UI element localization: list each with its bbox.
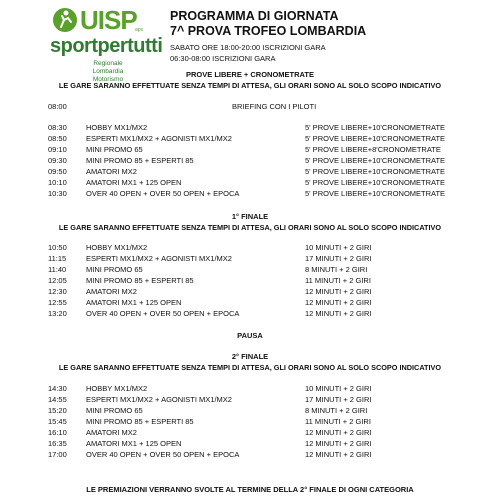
finale2-title: 2° FINALE xyxy=(231,352,269,361)
uisp-aps: aps xyxy=(135,27,144,33)
row-time: 17:00 xyxy=(48,450,67,459)
row-class: ESPERTI MX1/MX2 + AGONISTI MX1/MX2 xyxy=(86,134,232,143)
page-title: PROGRAMMA DI GIORNATA xyxy=(170,9,339,23)
table-row xyxy=(0,167,500,178)
table-row xyxy=(0,276,500,287)
schedule-saturday: SABATO ORE 18:00-20:00 ISCRIZIONI GARA xyxy=(170,43,326,52)
row-format: 12 MINUTI + 2 GIRI xyxy=(305,450,372,459)
table-row xyxy=(0,134,500,145)
row-class: MINI PROMO 85 + ESPERTI 85 xyxy=(86,417,194,426)
row-class: ESPERTI MX1/MX2 + AGONISTI MX1/MX2 xyxy=(86,254,232,263)
row-format: 5' PROVE LIBERE+10'CRONOMETRATE xyxy=(305,156,446,165)
row-format: 5' PROVE LIBERE+8'CRONOMETRATE xyxy=(305,145,441,154)
row-format: 8 MINUTI + 2 GIRI xyxy=(305,265,368,274)
row-time: 16:35 xyxy=(48,439,67,448)
row-class: HOBBY MX1/MX2 xyxy=(86,384,148,393)
row-format: 12 MINUTI + 2 GIRI xyxy=(305,309,372,318)
table-row xyxy=(0,254,500,265)
uisp-runner-icon xyxy=(52,7,78,33)
row-time: 15:45 xyxy=(48,417,67,426)
table-row xyxy=(0,265,500,276)
row-time: 14:55 xyxy=(48,395,67,404)
briefing-time: 08:00 xyxy=(48,102,67,111)
row-format: 5' PROVE LIBERE+10'CRONOMETRATE xyxy=(305,134,446,143)
logo-sub-discipline: Motorismo xyxy=(92,76,124,83)
row-time: 10:50 xyxy=(48,243,67,252)
row-time: 12:05 xyxy=(48,276,67,285)
notice-finale2: LE GARE SARANNO EFFETTUATE SENZA TEMPI DI ATTESA, GLI ORARI SONO AL SOLO SCOPO INDICATIVO xyxy=(58,363,442,372)
row-class: AMATORI MX1 + 125 OPEN xyxy=(86,439,182,448)
notice-prove: LE GARE SARANNO EFFETTUATE SENZA TEMPI DI ATTESA, GLI ORARI SONO AL SOLO SCOPO INDICATIVO xyxy=(58,81,442,90)
row-format: 10 MINUTI + 2 GIRI xyxy=(305,243,372,252)
table-row xyxy=(0,439,500,450)
row-format: 12 MINUTI + 2 GIRI xyxy=(305,439,372,448)
row-format: 5' PROVE LIBERE+10'CRONOMETRATE xyxy=(305,189,446,198)
uisp-text: UISP xyxy=(80,5,137,35)
table-row xyxy=(0,417,500,428)
sportpertutti-text: sportpertutti xyxy=(50,35,163,57)
schedule-sunday: 06:30-08:00 ISCRIZIONI GARA xyxy=(170,54,276,63)
row-format: 11 MINUTI + 2 GIRI xyxy=(305,417,371,426)
row-class: AMATORI MX1 + 125 OPEN xyxy=(86,178,182,187)
row-class: ESPERTI MX1/MX2 + AGONISTI MX1/MX2 xyxy=(86,395,232,404)
row-class: MINI PROMO 65 xyxy=(86,406,143,415)
row-time: 12:30 xyxy=(48,287,67,296)
table-row xyxy=(0,395,500,406)
row-class: OVER 40 OPEN + OVER 50 OPEN + EPOCA xyxy=(86,450,240,459)
row-class: MINI PROMO 85 + ESPERTI 85 xyxy=(86,276,194,285)
row-class: OVER 40 OPEN + OVER 50 OPEN + EPOCA xyxy=(86,309,240,318)
pausa-label: PAUSA xyxy=(237,331,263,340)
table-row xyxy=(0,450,500,461)
row-time: 11:15 xyxy=(48,254,67,263)
prove-section-title: PROVE LIBERE + CRONOMETRATE xyxy=(186,70,314,79)
briefing-label: BRIEFING CON I PILOTI xyxy=(232,102,317,111)
table-row xyxy=(0,145,500,156)
notice-finale1: LE GARE SARANNO EFFETTUATE SENZA TEMPI DI ATTESA, GLI ORARI SONO AL SOLO SCOPO INDICATIVO xyxy=(58,223,442,232)
row-class: HOBBY MX1/MX2 xyxy=(86,123,148,132)
row-time: 16:10 xyxy=(48,428,67,437)
row-class: MINI PROMO 85 + ESPERTI 85 xyxy=(86,156,194,165)
row-time: 08:50 xyxy=(48,134,67,143)
row-time: 15:20 xyxy=(48,406,67,415)
row-format: 12 MINUTI + 2 GIRI xyxy=(305,428,372,437)
row-time: 09:30 xyxy=(48,156,67,165)
page-header xyxy=(170,9,370,64)
row-class: AMATORI MX1 + 125 OPEN xyxy=(86,298,182,307)
row-time: 09:10 xyxy=(48,145,67,154)
footer-note: LE PREMIAZIONI VERRANNO SVOLTE AL TERMINE DELLA 2° FINALE DI OGNI CATEGORIA xyxy=(86,485,414,494)
row-format: 5' PROVE LIBERE+10'CRONOMETRATE xyxy=(305,178,446,187)
table-row xyxy=(0,156,500,167)
row-format: 5' PROVE LIBERE+10'CRONOMETRATE xyxy=(305,123,446,132)
row-format: 11 MINUTI + 2 GIRI xyxy=(305,276,371,285)
finale1-title: 1° FINALE xyxy=(231,212,269,221)
table-row xyxy=(0,298,500,309)
row-time: 08:30 xyxy=(48,123,67,132)
table-row xyxy=(0,406,500,417)
row-class: HOBBY MX1/MX2 xyxy=(86,243,148,252)
logo-sub-region: Regionale Lombardia xyxy=(92,60,124,75)
table-row xyxy=(0,123,500,134)
row-class: AMATORI MX2 xyxy=(86,428,137,437)
row-class: OVER 40 OPEN + OVER 50 OPEN + EPOCA xyxy=(86,189,240,198)
row-class: MINI PROMO 65 xyxy=(86,265,143,274)
row-time: 10:30 xyxy=(48,189,67,198)
row-format: 12 MINUTI + 2 GIRI xyxy=(305,298,372,307)
row-format: 10 MINUTI + 2 GIRI xyxy=(305,384,372,393)
row-format: 17 MINUTI + 2 GIRI xyxy=(305,254,372,263)
row-class: MINI PROMO 65 xyxy=(86,145,143,154)
row-format: 17 MINUTI + 2 GIRI xyxy=(305,395,372,404)
table-row xyxy=(0,287,500,298)
row-time: 13:20 xyxy=(48,309,67,318)
table-row xyxy=(0,309,500,320)
table-row xyxy=(0,189,500,200)
row-time: 14:30 xyxy=(48,384,67,393)
row-time: 11:40 xyxy=(48,265,67,274)
row-time: 09:50 xyxy=(48,167,67,176)
row-time: 12:55 xyxy=(48,298,67,307)
row-class: AMATORI MX2 xyxy=(86,287,137,296)
table-row xyxy=(0,428,500,439)
row-time: 10:10 xyxy=(48,178,67,187)
table-row xyxy=(0,243,500,254)
row-format: 8 MINUTI + 2 GIRI xyxy=(305,406,368,415)
row-format: 5' PROVE LIBERE+10'CRONOMETRATE xyxy=(305,167,446,176)
row-format: 12 MINUTI + 2 GIRI xyxy=(305,287,372,296)
table-row xyxy=(0,178,500,189)
row-class: AMATORI MX2 xyxy=(86,167,137,176)
uisp-logo xyxy=(50,5,165,83)
table-row xyxy=(0,384,500,395)
briefing-row xyxy=(0,102,500,113)
page-subtitle: 7^ PROVA TROFEO LOMBARDIA xyxy=(170,24,367,38)
